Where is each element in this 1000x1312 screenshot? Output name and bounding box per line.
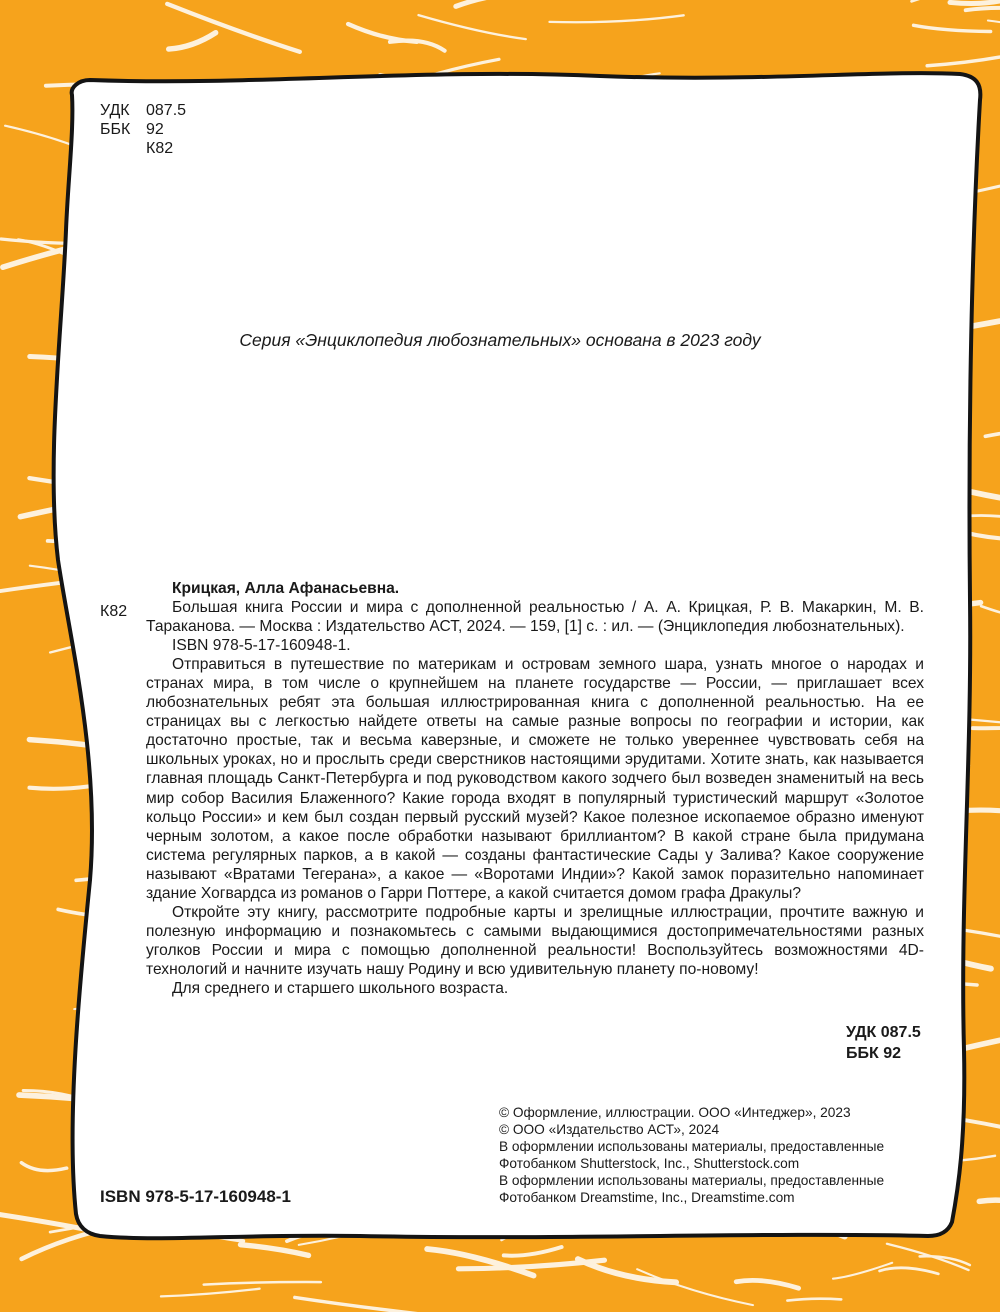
catalog-entry — [146, 579, 924, 998]
udk-bbk-bottom — [846, 1022, 921, 1064]
udk-bottom: УДК 087.5 — [846, 1024, 921, 1041]
copyright-line-4: Фотобанком Shutterstock, Inc., Shutterstock.com — [499, 1156, 800, 1171]
copyright-block — [499, 1104, 884, 1206]
copyright-line-2: © ООО «Издательство АСТ», 2024 — [499, 1122, 720, 1137]
author-sign-value: К82 — [146, 140, 174, 157]
copyright-line-1: © Оформление, иллюстрации. ООО «Интеджер», 2023 — [499, 1105, 851, 1120]
udk-value: 087.5 — [146, 102, 187, 119]
copyright-line-5: В оформлении использованы материалы, предоставленные — [499, 1173, 885, 1188]
annotation-paragraph-2: Откройте эту книгу, рассмотрите подробные карты и зрелищные иллюстрации, прочтите важную и полезную информацию и познакомьтесь с самыми выдающимися достопримечательностями разных уголков России и мира с помощью дополненной реальности! Воспользуйтесь возможностями 4D-технологий и начните изучать нашу Родину и всю удивительную планету по-новому! — [146, 903, 924, 978]
bbk-label: ББК — [100, 121, 131, 138]
bibliographic-description: Большая книга России и мира с дополненной реальностью / А. А. Крицкая, Р. В. Макаркин, М. В. Тараканова. — Москва : Издательство АСТ, 2024. — 159, [1] с. : ил. — (Энциклопедия любознательных). — [146, 599, 924, 636]
author-sign-row — [100, 139, 186, 158]
series-note: Серия «Энциклопедия любознательных» основана в 2023 году — [239, 330, 761, 350]
isbn-bottom: ISBN 978-5-17-160948-1 — [100, 1187, 291, 1206]
author-heading: Крицкая, Алла Афанасьевна. — [172, 580, 400, 597]
author-mark: К82 — [100, 603, 128, 620]
copyright-line-6: Фотобанком Dreamstime, Inc., Dreamstime.com — [499, 1190, 795, 1205]
isbn-line: ISBN 978-5-17-160948-1. — [172, 637, 351, 655]
udk-label: УДК — [100, 102, 130, 119]
bbk-value: 92 — [146, 121, 164, 138]
audience-note: Для среднего и старшего школьного возраста. — [172, 979, 509, 997]
bbk-bottom: ББК 92 — [846, 1045, 902, 1062]
copyright-line-3: В оформлении использованы материалы, предоставленные — [499, 1139, 885, 1154]
bbk-row — [100, 120, 186, 139]
annotation-paragraph-1: Отправиться в путешествие по материкам и островам земного шара, узнать многое о народах и странах мира, в том числе о крупнейшем на планете государстве — России, — приглашает всех любознательных ребят эта большая иллюстрированная книга с дополненной реальностью. На ее страницах вы с легкостью найдете ответы на самые разные вопросы по географии и истории, как достаточно простые, так и весьма каверзные, и сможете не только увереннее чувствовать себя на школьных уроках, но и прослыть среди сверстников настоящими эрудитами. Хотите знать, как называется главная площадь Санкт-Петербурга и под руководством какого зодчего был возведен знаменитый на весь мир собор Василия Блаженного? Какие города входят в популярный туристический маршрут «Золотое кольцо России» и кем был создан первый русский музей? Какое полезное ископаемое образно именуют черным золотом, а какое после обработки называют бриллиантом? В какой стране была придумана система регулярных парков, а в какой — созданы фантастические Сады у Залива? Какое сооружение называют «Вратами Тегерана», а какое — «Воротами Индии»? Какой замок поразительно напоминает здание Хогвардса из романов о Гарри Поттере, а какой считается домом графа Дракулы? — [146, 656, 924, 902]
udk-row — [100, 101, 186, 120]
author-sign-label — [100, 139, 146, 158]
classification-block — [100, 101, 186, 158]
